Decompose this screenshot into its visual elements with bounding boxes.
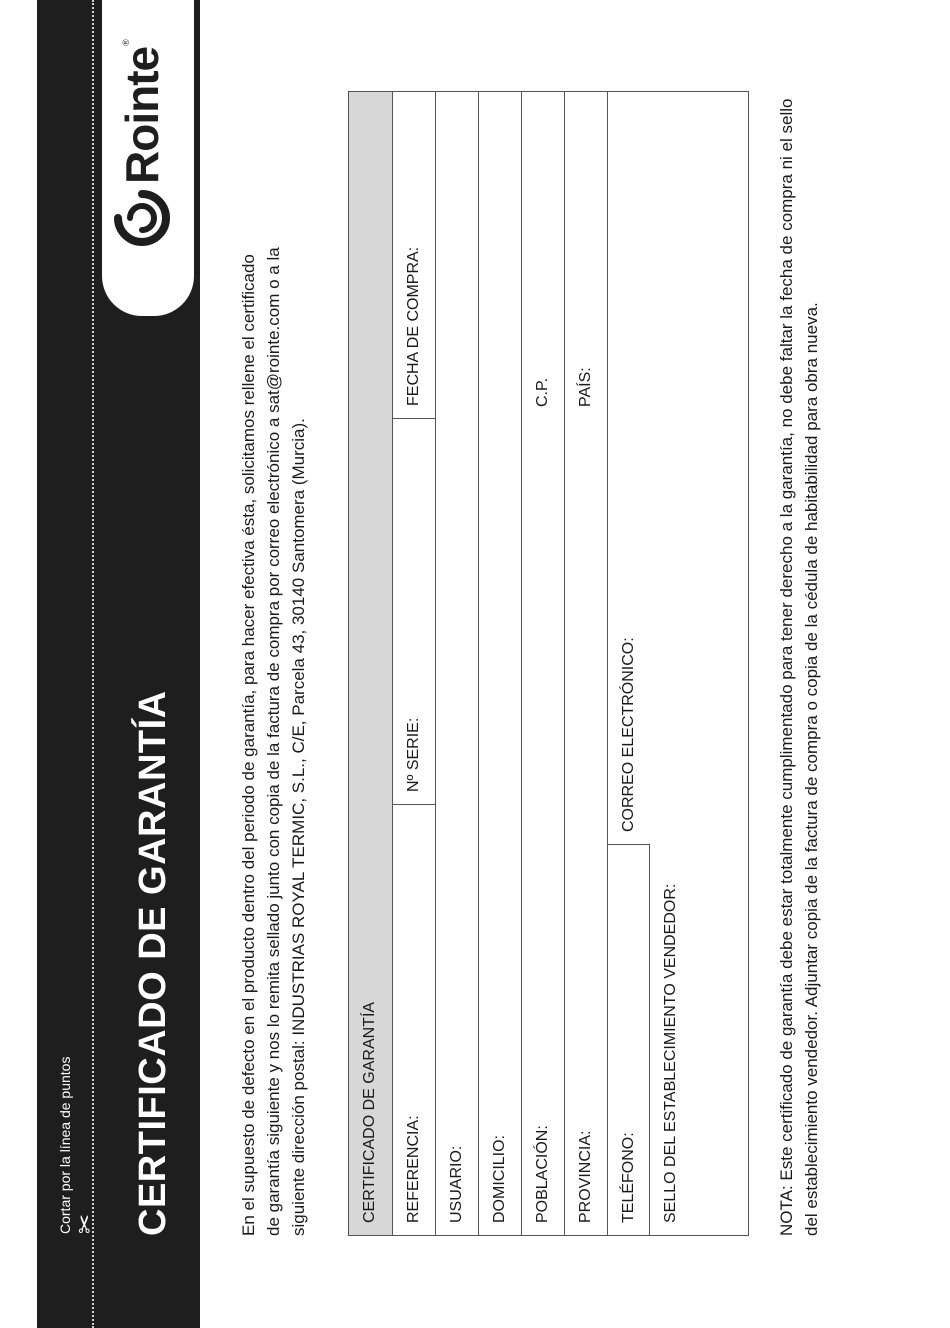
brand-logo <box>112 39 172 248</box>
provincia-field[interactable]: PROVINCIA: <box>577 1130 594 1223</box>
page-title: CERTIFICADO DE GARANTÍA <box>132 690 174 1236</box>
registered-mark: ® <box>121 39 131 46</box>
form-row-poblacion <box>521 92 564 1235</box>
form-heading: CERTIFICADO DE GARANTÍA <box>361 1001 378 1223</box>
cp-field[interactable]: C.P. <box>534 377 551 407</box>
form-row-referencia <box>392 92 435 1235</box>
fecha-compra-field[interactable]: FECHA DE COMPRA: <box>393 92 435 419</box>
domicilio-field[interactable]: DOMICILIO: <box>491 1134 508 1223</box>
sello-field[interactable]: SELLO DEL ESTABLECIMIENTO VENDEDOR: <box>662 883 679 1223</box>
intro-paragraph: En el supuesto de defecto en el producto dentro del periodo de garantía, para hacer efectiva ésta, solicitamos rellene el certificado de garantía siguiente y nos lo remita sellado junto con copia de la factura de compra por correo electrónico a sat@rointe.com o a la siguiente dirección postal: INDUSTRIAS ROYAL TERMIC, S.L., C/E, Parcela 43, 30140 Santomera (Murcia). <box>239 247 308 1236</box>
brand-name: Rointe <box>116 46 168 184</box>
pais-field[interactable]: PAÍS: <box>577 367 594 407</box>
warranty-form <box>348 91 749 1236</box>
referencia-field[interactable]: REFERENCIA: <box>405 1115 422 1223</box>
form-header-row <box>349 92 392 1235</box>
form-row-domicilio <box>478 92 521 1235</box>
telefono-field[interactable]: TELÉFONO: <box>608 845 650 1235</box>
form-row-telefono <box>607 92 650 1235</box>
cut-caption: Cortar por la línea de puntos <box>57 1056 73 1234</box>
correo-field[interactable]: CORREO ELECTRÓNICO: <box>608 92 650 845</box>
poblacion-field[interactable]: POBLACIÓN: <box>534 1125 551 1223</box>
n-serie-field[interactable]: Nº SERIE: <box>393 419 435 805</box>
form-row-sello <box>650 92 748 1235</box>
form-row-usuario <box>435 92 478 1235</box>
rointe-logo-icon <box>112 188 172 248</box>
scissors-icon: ✂ <box>72 1213 99 1234</box>
note-paragraph: NOTA: Este certificado de garantía debe estar totalmente cumplimentado para tener derecho a la garantía, no debe faltar la fecha de compra ni el sello del establecimiento vendedor. Adjuntar copia de la factura de compra o copia de la cédula de habitabilidad para obra nueva. <box>777 98 821 1236</box>
form-row-provincia <box>564 92 607 1235</box>
usuario-field[interactable]: USUARIO: <box>448 1145 465 1223</box>
